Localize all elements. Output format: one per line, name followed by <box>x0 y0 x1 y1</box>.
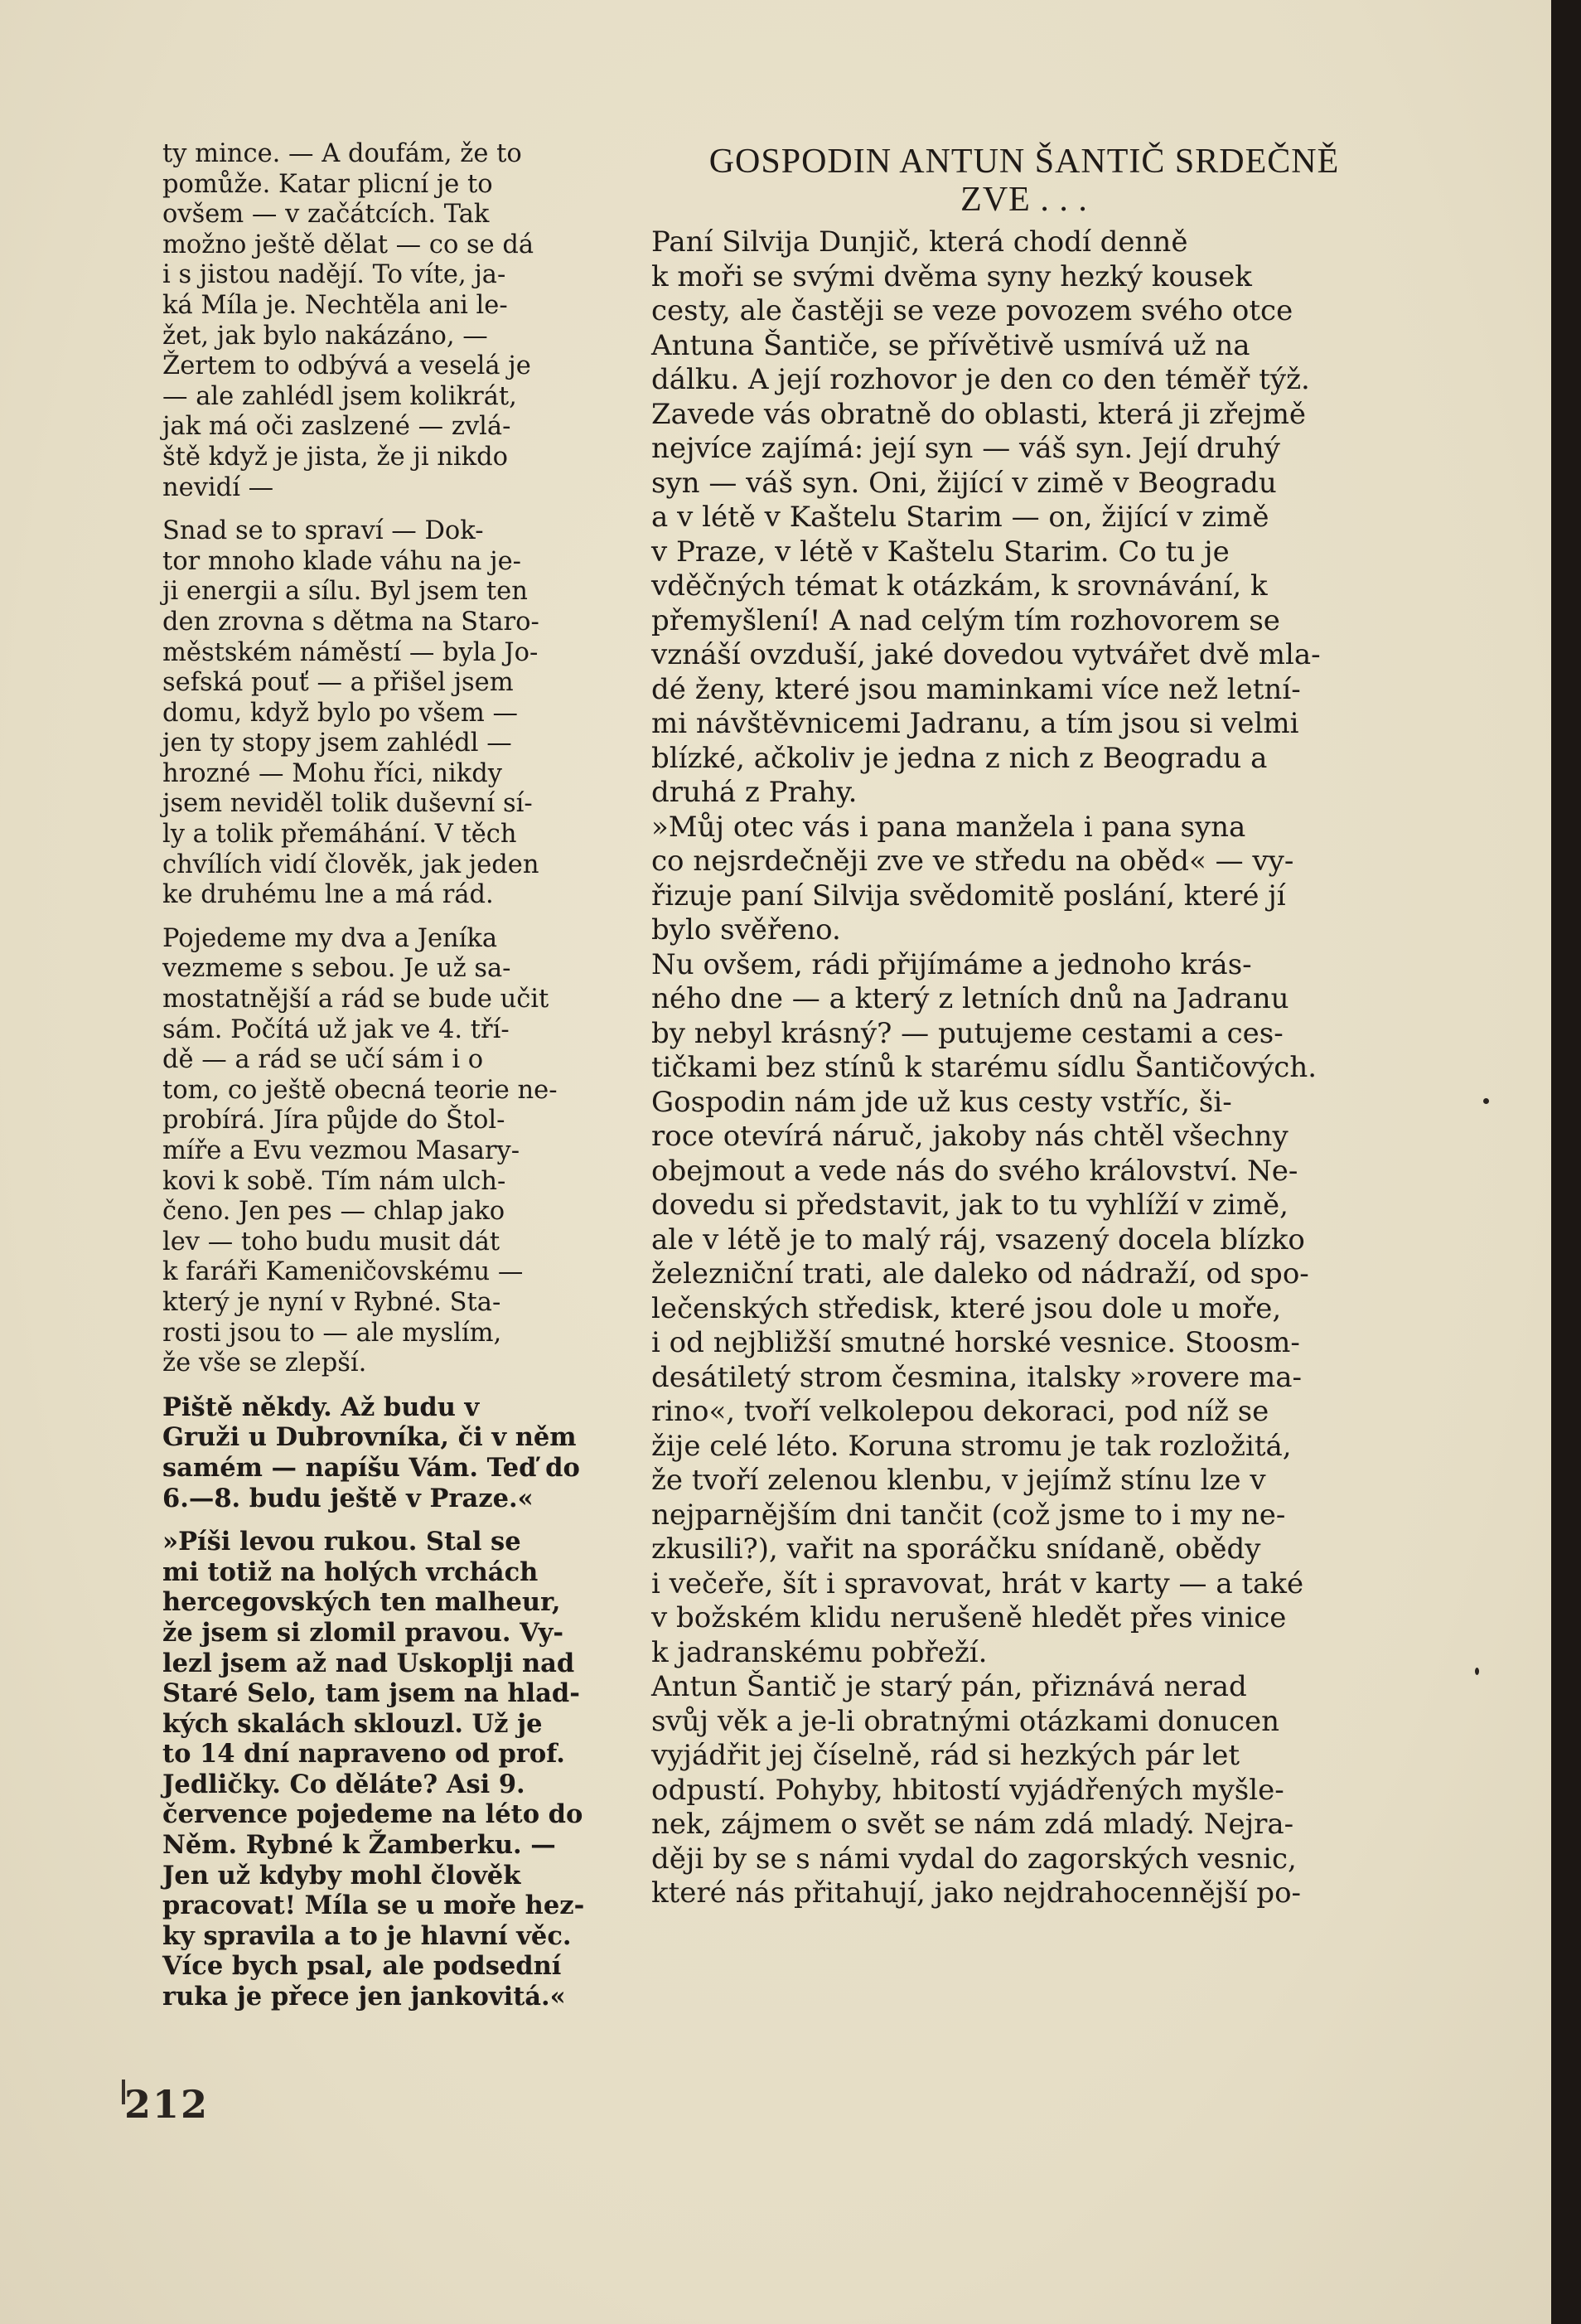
right-paragraph-5: Antun Šantič je starý pán, přiznává nerad svůj věk a je-li obratnými otázkami donucen vyjádřit jej číselně, rád si hezkých pár let odpustí. Pohyby, hbitostí vyjádřených myšle- nek, zájmem o svět se nám zdá mladý. Nejra- ději by se s námi vydal do zagorských vesnic, které nás přitahují, jako nejdrahocennější po- <box>651 1670 1302 1910</box>
left-paragraph-1: ty mince. — A doufám, že to pomůže. Katar plicní je to ovšem — v začátcích. Tak možno ještě dělat — co se dá i s jistou nadějí. To víte, ja- ká Míla je. Nechtěla ani le- žet, jak bylo nakázáno, — Žertem to odbývá a veselá je — ale zahlédl jsem kolikrát, jak má oči zaslzené — zvlá- ště když je jista, že ji nikdo nevidí — <box>162 139 534 502</box>
right-paragraph-4: Gospodin nám jde už kus cesty vstříc, ši- roce otevírá náruč, jakoby nás chtěl všechny obejmout a vede nás do svého království. Ne- dovedu si představit, jak to tu vyhlíží v zimě, ale v létě je to malý ráj, vsazený docela blízko železniční trati, ale daleko od nádraží, od spo- lečenských středisk, které jsou dole u moře, i od nejbližší smutné horské vesnice. Stoosm- desátiletý strom česmina, italsky »rovere ma- rino«, tvoří velkolepou dekoraci, pod níž se žije celé léto. Koruna stromu je tak rozložitá, že tvoří zelenou klenbu, v jejímž stínu lze v nejparnějším dni tančit (což jsme to i my ne- zkusili?), vařit na sporáčku snídaně, obědy i večeře, šít i spravovat, hrát v karty — a také v božském klidu nerušeně hledět přes vinice k jadranskému pobřeží. <box>651 1085 1309 1669</box>
right-paragraph-3: Nu ovšem, rádi přijímáme a jednoho krás- ného dne — a který z letních dnů na Jadranu by nebyl krásný? — putujeme cestami a ces- tičkami bez stínů k starému sídlu Šantičových. <box>651 947 1318 1084</box>
right-column <box>651 143 1397 1911</box>
ink-speck <box>1483 1098 1489 1104</box>
left-paragraph-5: »Píši levou rukou. Stal se mi totiž na holých vrchách hercegovských ten malheur, že jsem si zlomil pravou. Vy- lezl jsem až nad Uskoplji nad Staré Selo, tam jsem na hlad- kých skalách sklouzl. Už je to 14 dní napraveno od prof. Jedličky. Co děláte? Asi 9. července pojedeme na léto do Něm. Rybné k Žamberku. — Jen už kdyby mohl člověk pracovat! Míla se u moře hez- ky spravila a to je hlavní věc. Více bych psal, ale podsední ruka je přece jen jankovitá.« <box>162 1527 585 2012</box>
left-paragraph-4: Piště někdy. Až budu v Gruži u Dubrovníka, či v něm samém — napíšu Vám. Teď do 6.—8. budu ještě v Praze.« <box>162 1392 580 1513</box>
left-column <box>162 139 602 2012</box>
left-paragraph-2: Snad se to spraví — Dok- tor mnoho klade váhu na je- ji energii a sílu. Byl jsem ten den zrovna s dětma na Staro- městském náměstí — byla Jo- sefská pouť — a přišel jsem domu, když bylo po všem — jen ty stopy jsem zahlédl — hrozné — Mohu říci, nikdy jsem neviděl tolik duševní sí- ly a tolik přemáhání. V těch chvílích vidí člověk, jak jeden ke druhému lne a má rád. <box>162 516 539 910</box>
ink-speck <box>1475 1668 1479 1675</box>
page-number: 212 <box>124 2082 210 2127</box>
left-paragraph-3: Pojedeme my dva a Jeníka vezmeme s sebou. Je už sa- mostatnější a rád se bude učit sám. Počítá už jak ve 4. tří- dě — a rád se učí sám i o tom, co ještě obecná teorie ne- probírá. Jíra půjde do Štol- míře a Evu vezmou Masary- kovi k sobě. Tím nám ulch- čeno. Jen pes — chlap jako lev — toho budu musit dát k faráři Kameničovskému — který je nyní v Rybné. Sta- rosti jsou to — ale myslím, že vše se zlepší. <box>162 923 558 1378</box>
right-paragraph-2: »Můj otec vás i pana manžela i pana syna co nejsrdečněji zve ve středu na oběd« — vy- řizuje paní Silvija svědomitě poslání, které jí bylo svěřeno. <box>651 810 1294 947</box>
page-edge-shadow <box>1551 0 1581 2324</box>
article-title: GOSPODIN ANTUN ŠANTIČ SRDEČNĚ ZVE . . . <box>708 143 1340 219</box>
right-paragraph-1: Paní Silvija Dunjič, která chodí denně k moři se svými dvěma syny hezký kousek cesty, ale častěji se veze povozem svého otce Antuna Šantiče, se přívětivě usmívá už na dálku. A její rozhovor je den co den téměř týž. Zavede vás obratně do oblasti, která ji zřejmě nejvíce zajímá: její syn — váš syn. Její druhý syn — váš syn. Oni, žijící v zimě v Beogradu a v létě v Kaštelu Starim — on, žijící v zimě v Praze, v létě v Kaštelu Starim. Co tu je vděčných témat k otázkám, k srovnávání, k přemyšlení! A nad celým tím rozhovorem se vznáší ovzduší, jaké dovedou vytvářet dvě mla- dé ženy, které jsou maminkami více než letní- mi návštěvnicemi Jadranu, a tím jsou si velmi blízké, ačkoliv je jedna z nich z Beogradu a druhá z Prahy. <box>651 225 1321 809</box>
